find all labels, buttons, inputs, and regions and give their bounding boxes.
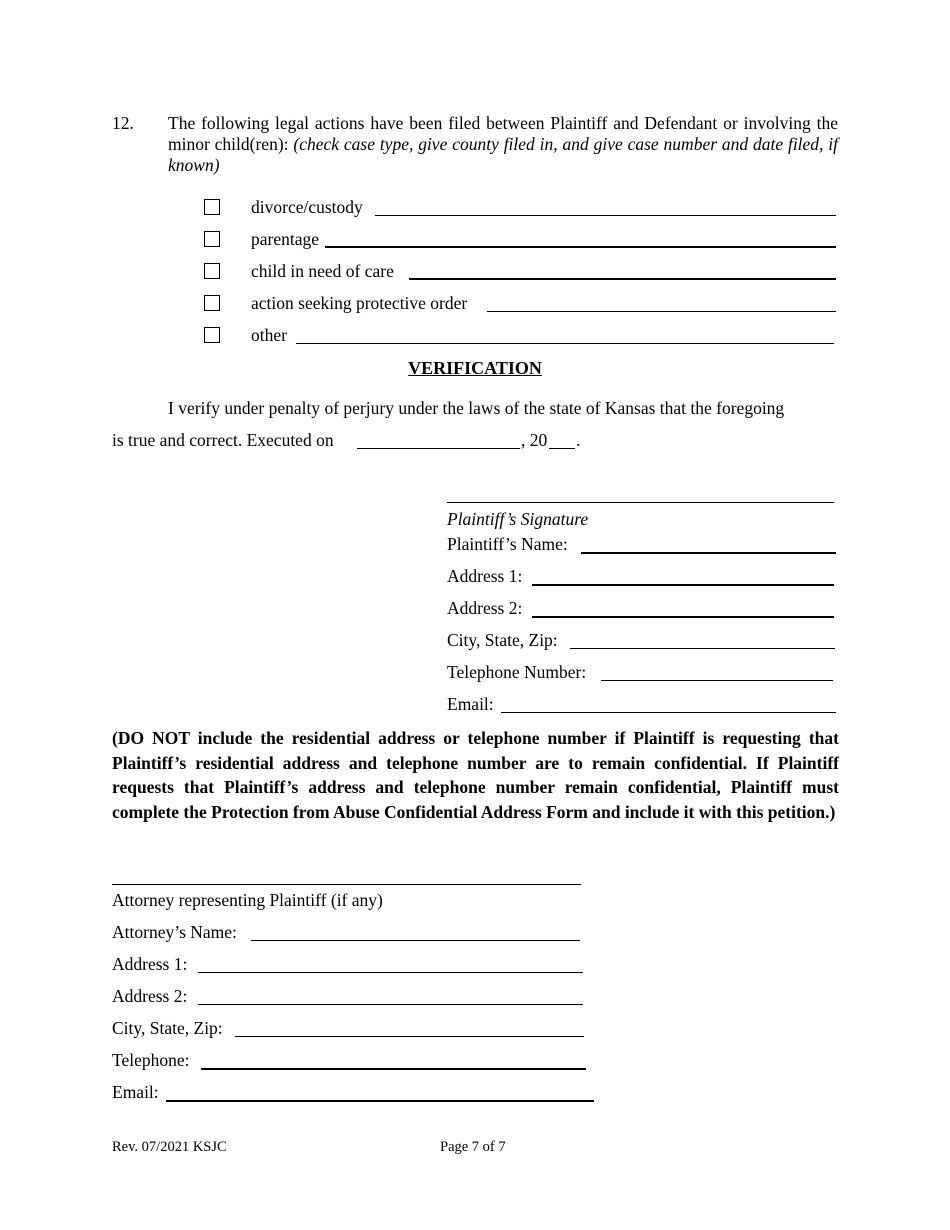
option-label: divorce/custody [251,197,363,217]
verification-heading: VERIFICATION [408,358,542,378]
divorce-custody-field[interactable] [375,215,836,216]
option-label: child in need of care [251,261,394,281]
plaintiff-email-field[interactable] [501,696,836,713]
executed-date-field[interactable] [357,432,520,449]
checkbox-protective-order[interactable] [204,295,220,311]
plaintiff-email-label: Email: [447,694,494,714]
plaintiff-city-field[interactable] [570,632,835,649]
footer-revision: Rev. 07/2021 KSJC [112,1139,227,1155]
attorney-email-field[interactable] [166,1084,594,1102]
option-child-in-need-of-care [204,260,836,284]
item-12-text [168,113,838,176]
item-12-instruction: (check case type, give county filed in, and give case number and date filed, if known) [168,134,839,175]
year-field[interactable] [549,432,575,449]
plaintiff-phone-field[interactable] [601,664,833,681]
attorney-city-label: City, State, Zip: [112,1018,223,1038]
checkbox-divorce-custody[interactable] [204,199,220,215]
option-parentage [204,228,836,252]
plaintiff-address2-label: Address 2: [447,598,523,618]
footer-page-number: Page 7 of 7 [440,1139,506,1155]
option-label: parentage [251,229,320,249]
attorney-phone-field[interactable] [201,1052,586,1070]
child-in-need-of-care-field[interactable] [409,278,836,280]
checkbox-child-in-need-of-care[interactable] [204,263,220,279]
attorney-signature-line[interactable] [112,868,581,885]
plaintiff-signature-label: Plaintiff’s Signature [447,509,589,529]
option-other [204,324,836,348]
attorney-email-label: Email: [112,1082,159,1102]
year-prefix: , 20 [521,430,548,450]
plaintiff-phone-label: Telephone Number: [447,662,587,682]
attorney-city-field[interactable] [235,1020,584,1037]
parentage-field[interactable] [325,246,836,248]
attorney-title: Attorney representing Plaintiff (if any) [112,890,383,910]
attorney-address2-label: Address 2: [112,986,188,1006]
verification-executed-text: is true and correct. Executed on [112,430,334,450]
plaintiff-address1-label: Address 1: [447,566,523,586]
checkbox-parentage[interactable] [204,231,220,247]
verification-line-1: I verify under penalty of perjury under the laws of the state of Kansas that the foregoing [168,398,785,418]
option-protective-order [204,292,836,316]
option-label: action seeking protective order [251,293,468,313]
item-12-body: The following legal actions have been filed between Plaintiff and Defendant or involving the minor child(ren): [168,113,838,154]
option-label: other [251,325,287,345]
attorney-address1-label: Address 1: [112,954,188,974]
attorney-name-field[interactable] [251,924,580,941]
attorney-phone-label: Telephone: [112,1050,190,1070]
attorney-address1-field[interactable] [198,956,583,973]
plaintiff-name-field[interactable] [581,536,836,554]
plaintiff-city-label: City, State, Zip: [447,630,558,650]
other-field[interactable] [296,343,834,344]
plaintiff-address1-field[interactable] [532,568,834,586]
checkbox-other[interactable] [204,327,220,343]
confidential-notice: (DO NOT include the residential address or telephone number if Plaintiff is requesting that Plaintiff’s residential address and telephone number are to remain confidential. If Plaintiff requests that Plaintiff’s address and telephone number remain confidential, Plaintiff must complete the Protection from Abuse Confidential Address Form and include it with this petition.) [112,728,839,822]
attorney-name-label: Attorney’s Name: [112,922,237,942]
plaintiff-signature-line[interactable] [447,486,834,503]
plaintiff-address2-field[interactable] [532,600,834,618]
verification-period: . [576,430,581,450]
verification-line-2 [112,430,334,451]
protective-order-field[interactable] [487,311,836,312]
item-number: 12. [112,113,134,133]
plaintiff-name-label: Plaintiff’s Name: [447,534,568,554]
option-divorce-custody [204,196,836,220]
attorney-address2-field[interactable] [198,988,583,1005]
